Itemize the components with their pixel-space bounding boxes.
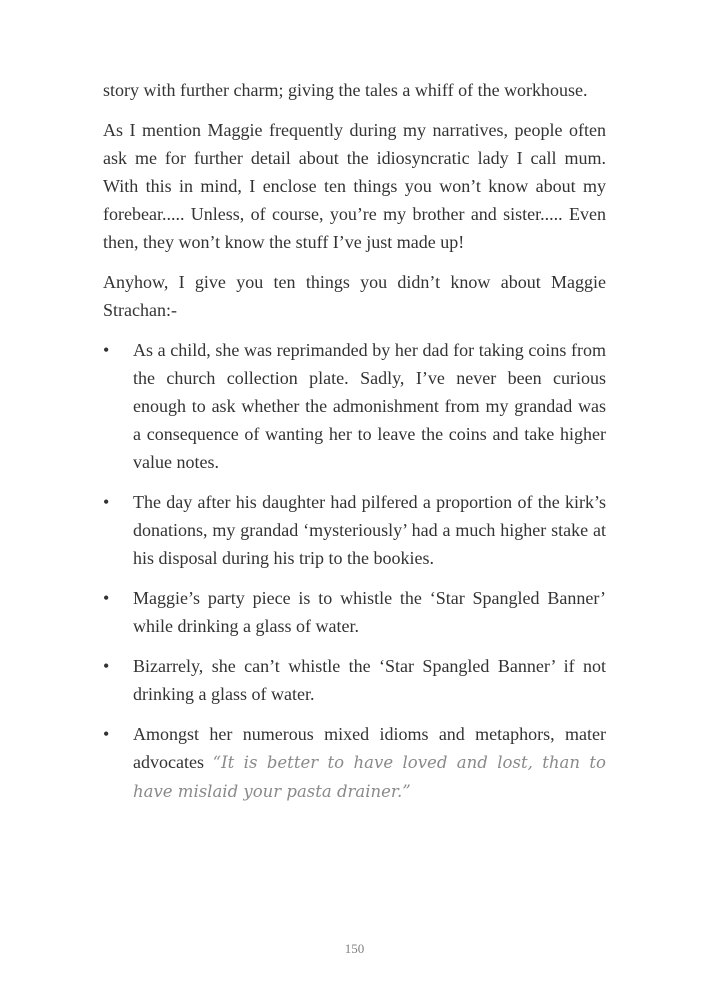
- list-item-text: Maggie’s party piece is to whistle the ‘Star Spangled Banner’ while drinking a glass of water.: [133, 588, 606, 636]
- list-item-3: [103, 584, 606, 640]
- list-item-text: As a child, she was reprimanded by her dad for taking coins from the church collection plate. Sadly, I’ve never been curious enough to ask whether the admonishment from my grandad was a consequence of wanting her to leave the coins and take higher value notes.: [133, 340, 606, 472]
- list-item-text: [133, 720, 606, 806]
- page-number: 150: [344, 941, 365, 956]
- bullet-icon: •: [103, 340, 110, 360]
- bullet-icon: •: [103, 656, 110, 676]
- paragraph-2: As I mention Maggie frequently during my narratives, people often ask me for further detail about the idiosyncratic lady I call mum. With this in mind, I enclose ten things you won’t know about my forebear..... Unless, of course, you’re my brother and sister..... Even then, they won’t know the stuff I’ve just made up!: [103, 120, 606, 252]
- list-item-5: [103, 720, 606, 806]
- list-item-4: [103, 652, 606, 708]
- list-item-text-regular: Amongst her numerous mixed idioms and metaphors, mater advocates: [133, 724, 606, 772]
- bullet-icon: •: [103, 492, 110, 512]
- italic-quote: “It is better to have loved and lost, than to have mislaid your pasta drainer.”: [133, 753, 606, 801]
- list-item-text: Bizarrely, she can’t whistle the ‘Star Spangled Banner’ if not drinking a glass of water.: [133, 656, 606, 704]
- list-item-text: The day after his daughter had pilfered a proportion of the kirk’s donations, my grandad ‘mysteriously’ had a much higher stake at his disposal during his trip to the bookies.: [133, 492, 606, 568]
- paragraph-1: story with further charm; giving the tales a whiff of the workhouse.: [103, 80, 588, 100]
- list-item-2: [103, 488, 606, 572]
- bullet-icon: •: [103, 724, 110, 744]
- list-item-1: [103, 336, 606, 476]
- paragraph-3: Anyhow, I give you ten things you didn’t know about Maggie Strachan:-: [103, 272, 606, 320]
- bullet-icon: •: [103, 588, 110, 608]
